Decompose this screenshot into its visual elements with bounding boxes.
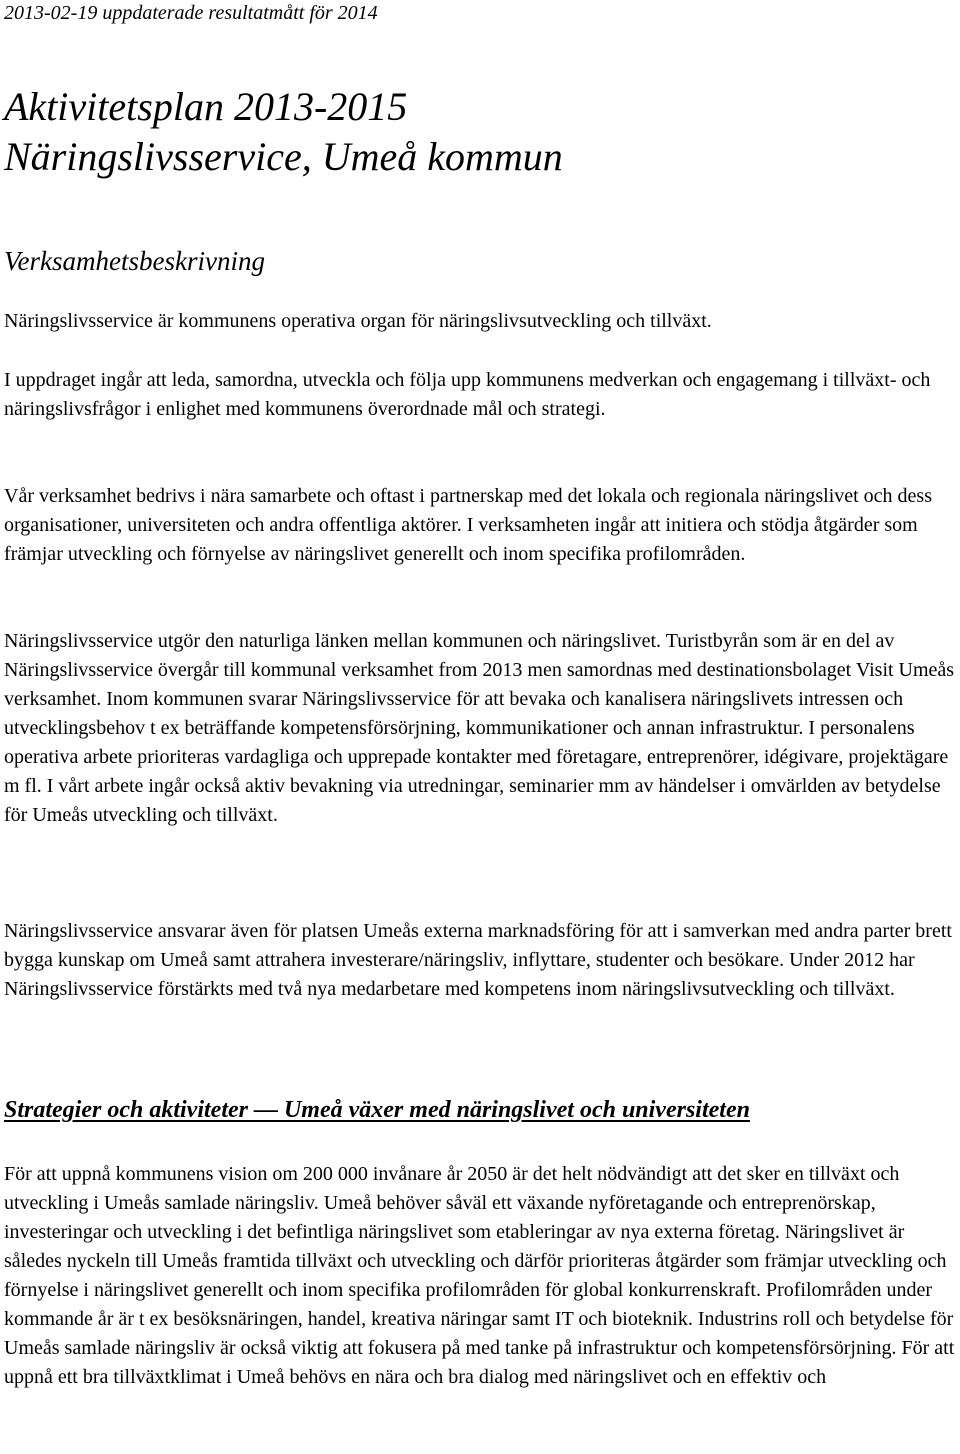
- document-title: [4, 82, 563, 182]
- section-heading-verksamhetsbeskrivning: Verksamhetsbeskrivning: [4, 246, 265, 276]
- section-heading-strategier: [4, 1094, 750, 1126]
- paragraph-marknadsforing: Näringslivsservice ansvarar även för platsen Umeås externa marknadsföring för att i samverkan med andra parter brett bygga kunskap om Umeå samt attrahera investerare/näringsliv, inflyttare, studenter och besökare. Under 2012 har Näringslivsservice förstärkts med två nya medarbetare med kompetens inom näringslivsutveckling och tillväxt.: [4, 920, 952, 1000]
- strategier-heading-text: Strategier och aktiviteter — Umeå växer med näringslivet och universiteten: [4, 1097, 750, 1123]
- paragraph-verksamhet: Vår verksamhet bedrivs i nära samarbete och oftast i partnerskap med det lokala och regionala näringslivet och dess organisationer, universiteten och andra offentliga aktörer. I verksamheten ingår att initiera och stödja åtgärder som främjar utveckling och förnyelse av näringslivet generellt och inom specifika profilområden.: [4, 485, 932, 565]
- paragraph-vision: För att uppnå kommunens vision om 200 000 invånare år 2050 är det helt nödvändigt att det sker en tillväxt och utveckling i Umeås samlade näringsliv. Umeå behöver såväl ett växande nyföretagande och entreprenörskap, investeringar och utveckling i det befintliga näringslivet som etableringar av nya externa företag. Näringslivet är således nyckeln till Umeås framtida tillväxt och utveckling och därför prioriteras åtgärder som främjar utveckling och förnyelse i näringslivet generellt och inom specifika profilområden för global konkurrenskraft. Profilområden under kommande år är t ex besöksnäringen, handel, kreativa näringar samt IT och bioteknik. Industrins roll och betydelse för Umeås samlade näringsliv är också viktig att fokusera på med tanke på infrastruktur och kompetensförsörjning. För att uppnå ett bra tillväxtklimat i Umeå behövs en nära och bra dialog med näringslivet och en effektiv och: [4, 1163, 955, 1388]
- document-title-line-1: Aktivitetsplan 2013-2015: [4, 84, 408, 129]
- paragraph-lanken: Näringslivsservice utgör den naturliga länken mellan kommunen och näringslivet. Turistbyrån som är en del av Näringslivsservice övergår till kommunal verksamhet from 2013 men samordnas med destinationsbolaget Visit Umeås verksamhet. Inom kommunen svarar Näringslivsservice för att bevaka och kanalisera näringslivets intressen och utvecklingsbehov t ex beträffande kompetensförsörjning, kommunikationer och annan infrastruktur. I personalens operativa arbete prioriteras vardagliga och upprepade kontakter med företagare, entreprenörer, idégivare, projektägare m fl. I vårt arbete ingår också aktiv bevakning via utredningar, seminarier mm av händelser i omvärlden av betydelse för Umeås utveckling och tillväxt.: [4, 630, 955, 826]
- paragraph-uppdrag: I uppdraget ingår att leda, samordna, utveckla och följa upp kommunens medverkan och engagemang i tillväxt- och näringslivsfrågor i enlighet med kommunens överordnade mål och strategi.: [4, 369, 931, 420]
- paragraph-intro: Näringslivsservice är kommunens operativa organ för näringslivsutveckling och tillväxt.: [4, 310, 712, 332]
- update-note: 2013-02-19 uppdaterade resultatmått för 2014: [4, 2, 378, 24]
- document-title-line-2: Näringslivsservice, Umeå kommun: [4, 134, 563, 179]
